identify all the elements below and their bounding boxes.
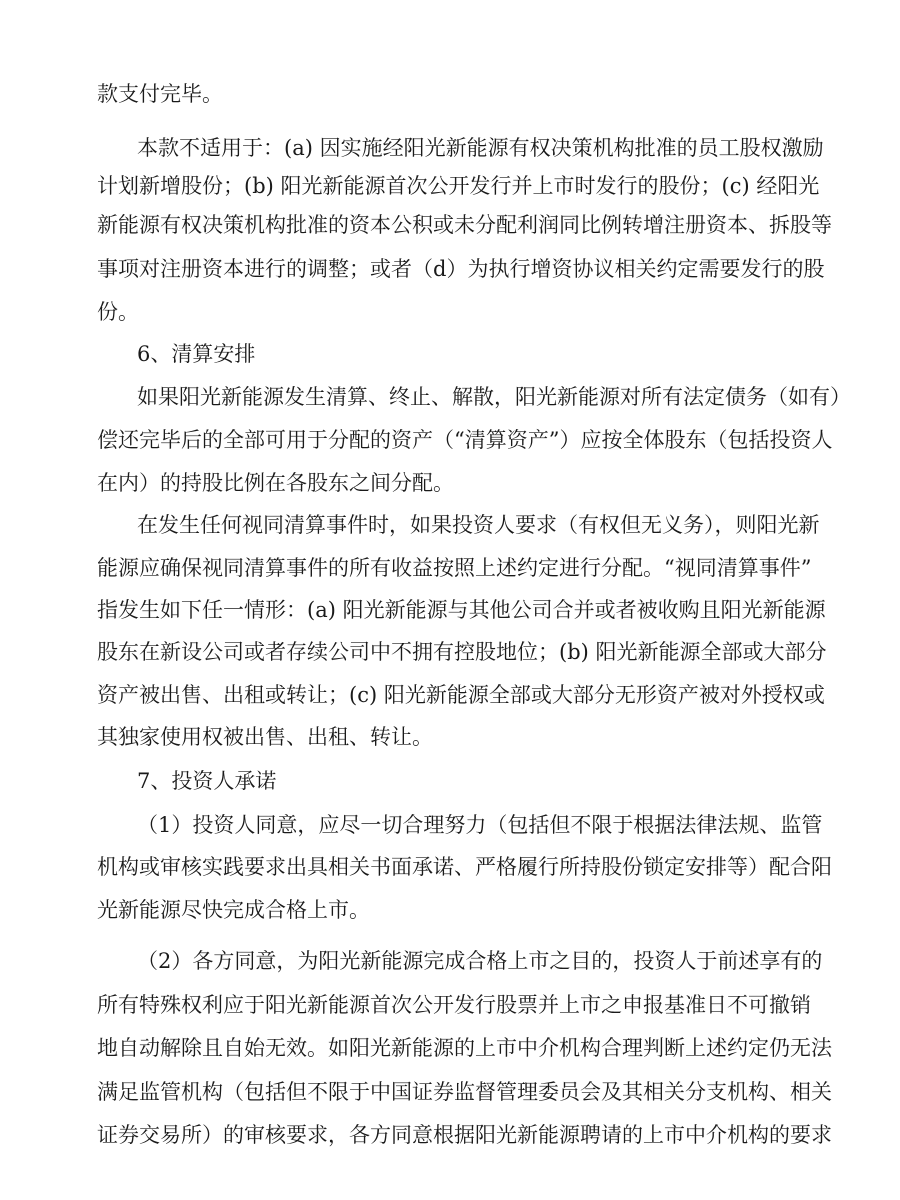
text-line: 资产被出售、出租或转让；(c) 阳光新能源全部或大部分无形资产被对外授权或 — [97, 683, 825, 707]
section-heading: 6、清算安排 — [137, 342, 256, 366]
text-line: 所有特殊权利应于阳光新能源首次公开发行股票并上市之申报基准日不可撤销 — [97, 993, 811, 1017]
text-line: 新能源有权决策机构批准的资本公积或未分配利润同比例转增注册资本、拆股等 — [97, 213, 832, 237]
text-line: 在内）的持股比例在各股东之间分配。 — [97, 471, 454, 495]
text-line: 证券交易所）的审核要求，各方同意根据阳光新能源聘请的上市中介机构的要求 — [97, 1123, 832, 1147]
text-line: 机构或审核实践要求出具相关书面承诺、严格履行所持股份锁定安排等）配合阳 — [97, 855, 832, 879]
text-line: 指发生如下任一情形：(a) 阳光新能源与其他公司合并或者被收购且阳光新能源 — [97, 598, 826, 622]
text-line: （2）各方同意，为阳光新能源完成合格上市之目的，投资人于前述享有的 — [137, 949, 823, 973]
text-line: 满足监管机构（包括但不限于中国证券监督管理委员会及其相关分支机构、相关 — [97, 1080, 832, 1104]
text-line: 偿还完毕后的全部可用于分配的资产（“清算资产”）应按全体股东（包括投资人 — [97, 428, 833, 452]
section-heading: 7、投资人承诺 — [137, 769, 277, 793]
text-line: 在发生任何视同清算事件时，如果投资人要求（有权但无义务），则阳光新 — [137, 513, 820, 537]
text-line: 其独家使用权被出售、出租、转让。 — [97, 725, 433, 749]
text-line: 事项对注册资本进行的调整；或者（d）为执行增资协议相关约定需要发行的股 — [97, 257, 825, 281]
text-line: 股东在新设公司或者存续公司中不拥有控股地位；(b) 阳光新能源全部或大部分 — [97, 640, 827, 664]
text-line: 计划新增股份；(b) 阳光新能源首次公开发行并上市时发行的股份；(c) 经阳光 — [97, 174, 820, 198]
text-line: 份。 — [97, 300, 139, 324]
text-line: 光新能源尽快完成合格上市。 — [97, 898, 370, 922]
text-line: （1）投资人同意，应尽一切合理努力（包括但不限于根据法律法规、监管 — [137, 813, 823, 837]
text-line: 能源应确保视同清算事件的所有收益按照上述约定进行分配。“视同清算事件” — [97, 556, 812, 580]
text-line: 如果阳光新能源发生清算、终止、解散，阳光新能源对所有法定债务（如有） — [137, 385, 851, 409]
text-line: 款支付完毕。 — [97, 82, 223, 106]
text-line: 地自动解除且自始无效。如阳光新能源的上市中介机构合理判断上述约定仍无法 — [97, 1036, 832, 1060]
text-line: 本款不适用于：(a) 因实施经阳光新能源有权决策机构批准的员工股权激励 — [137, 136, 824, 160]
